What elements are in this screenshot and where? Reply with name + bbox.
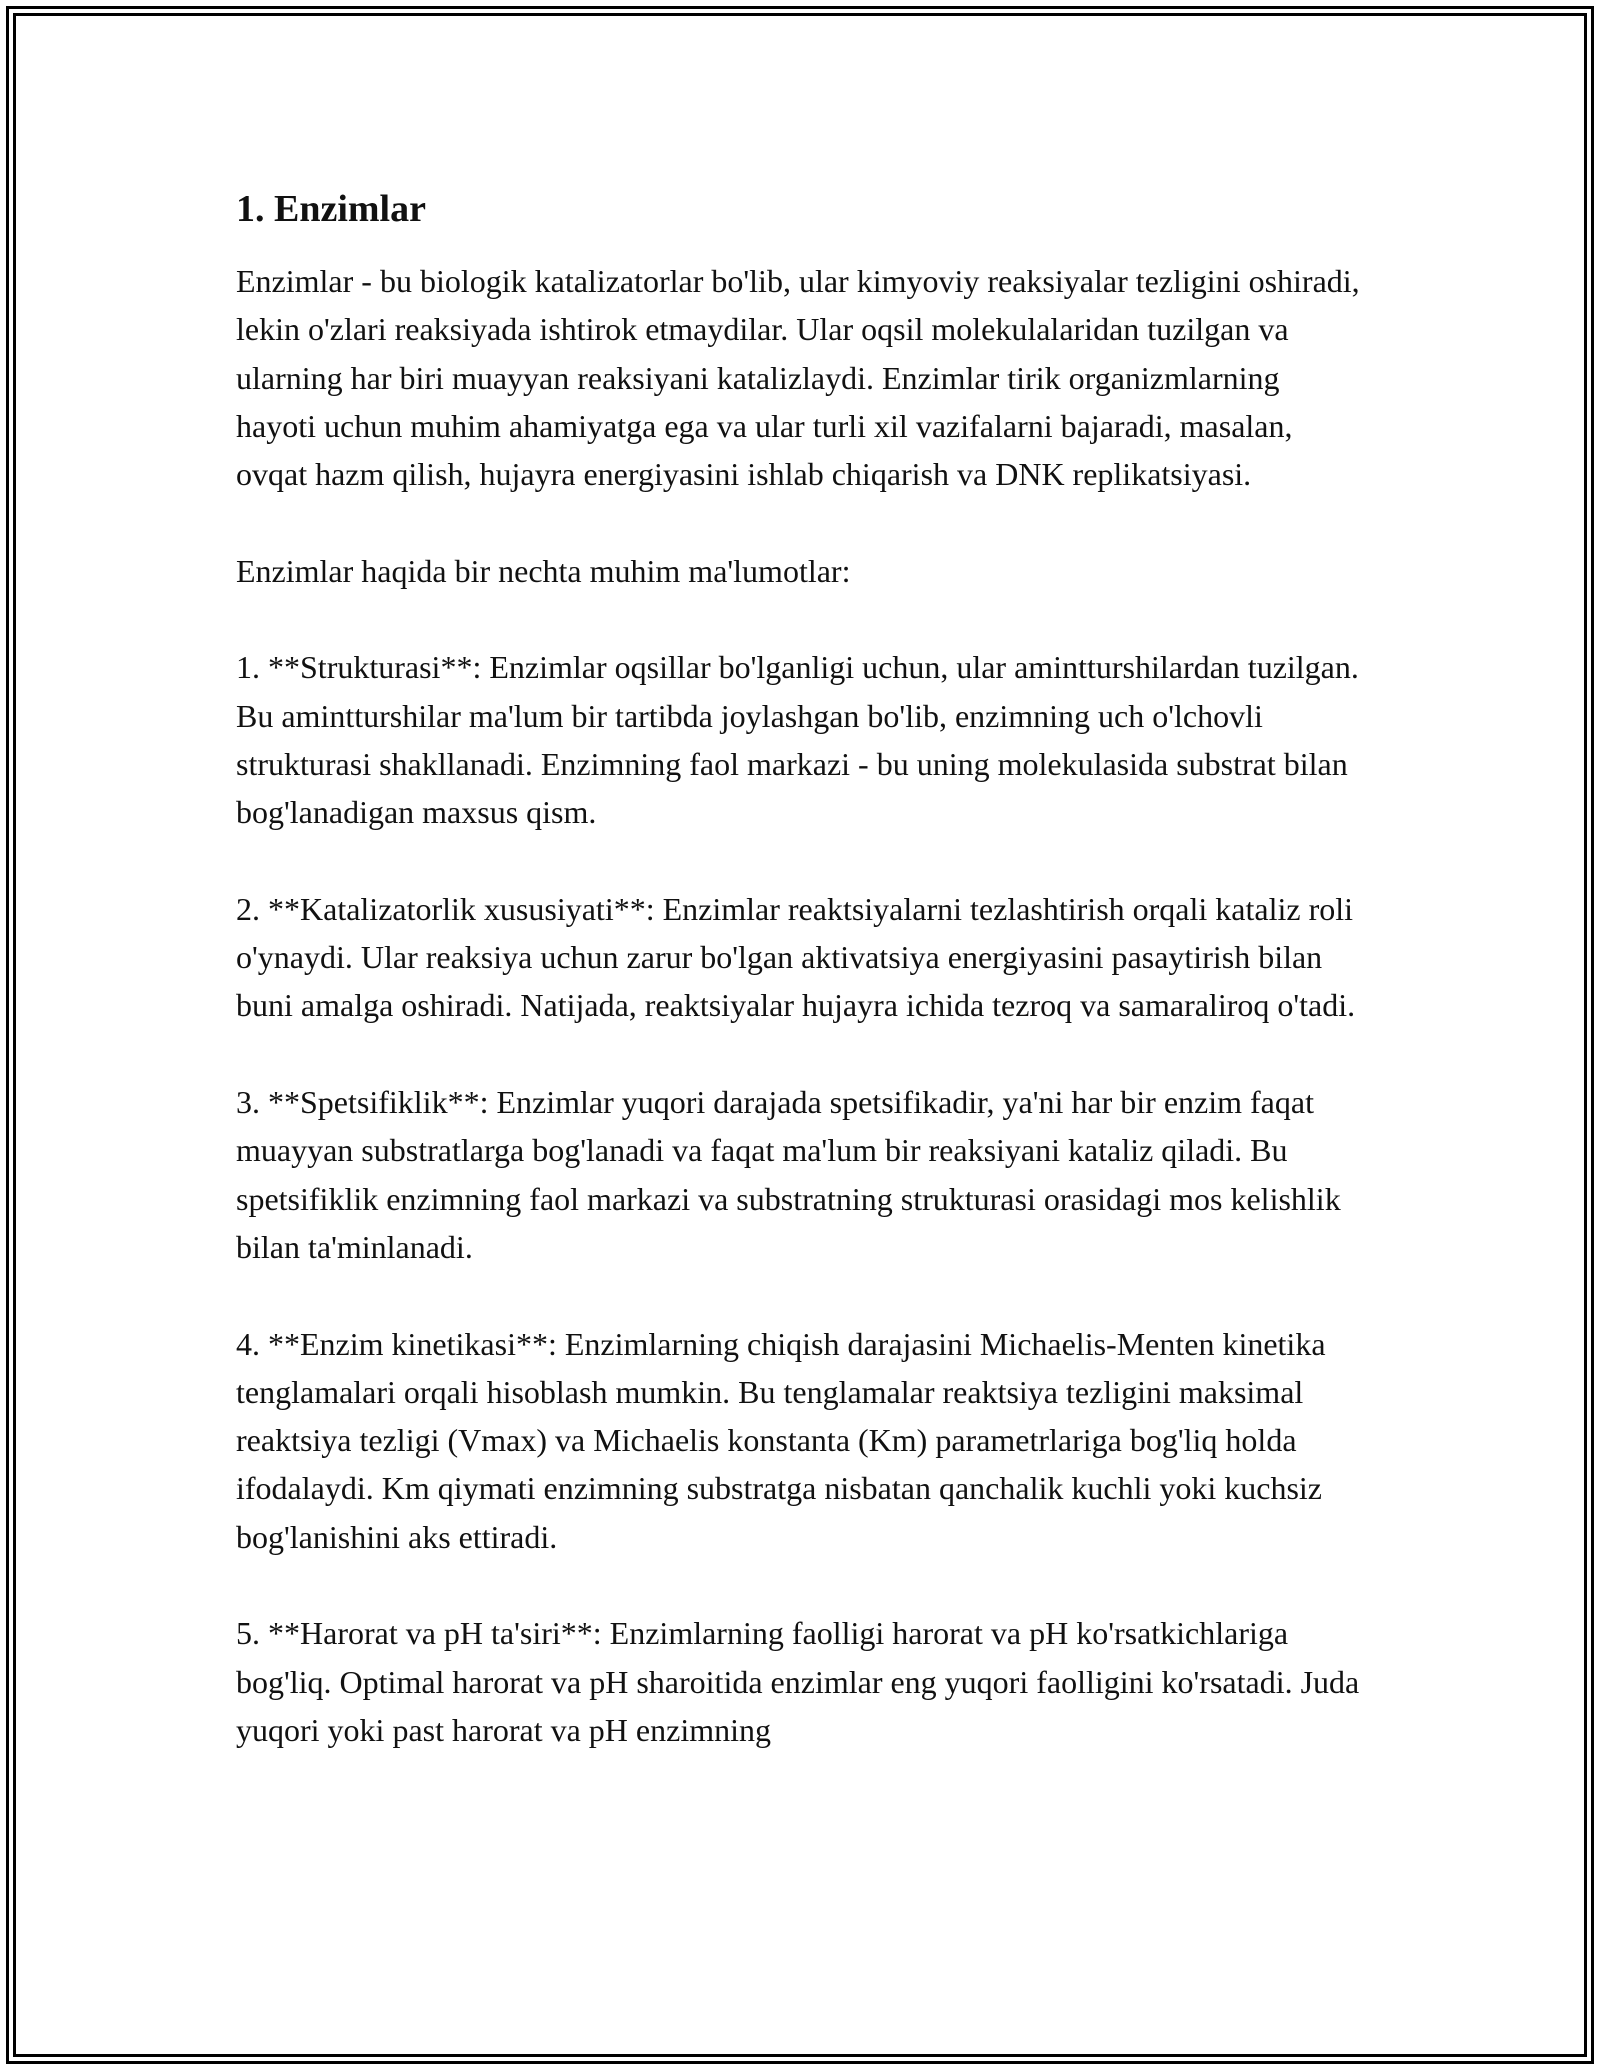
document-body (236, 185, 1366, 1803)
point-catalysis-paragraph: 2. **Katalizatorlik xususiyati**: Enzimlar reaktsiyalarni tezlashtirish orqali kataliz roli o'ynaydi. Ular reaksiya uchun zarur bo'lgan aktivatsiya energiyasini pasaytirish bilan buni amalga oshiradi. Natijada, reaktsiyalar hujayra ichida tezroq va samaraliroq o'tadi. (236, 890, 1356, 1024)
intro-paragraph: Enzimlar - bu biologik katalizatorlar bo'lib, ular kimyoviy reaksiyalar tezligini oshiradi, lekin o'zlari reaksiyada ishtirok etmaydilar. Ular oqsil molekulalaridan tuzilgan va ularning har biri muayyan reaksiyani katalizlaydi. Enzimlar tirik organizmlarning hayoti uchun muhim ahamiyatga ega va ular turli xil vazifalarni bajaradi, masalan, ovqat hazm qilish, hujayra energiyasini ishlab chiqarish va DNK replikatsiyasi. (236, 263, 1360, 493)
document-title: 1. Enzimlar (236, 188, 426, 230)
point-kinetics-paragraph: 4. **Enzim kinetikasi**: Enzimlarning chiqish darajasini Michaelis-Menten kinetika tenglamalari orqali hisoblash mumkin. Bu tenglamalar reaktsiya tezligini maksimal reaktsiya tezligi (Vmax) va Michaelis konstanta (Km) parametrlariga bog'liq holda ifodalaydi. Km qiymati enzimning substratga nisbatan qanchalik kuchli yoki kuchsiz bog'lanishini aks ettiradi. (236, 1325, 1326, 1555)
point-temperature-ph-paragraph: 5. **Harorat va pH ta'siri**: Enzimlarning faolligi harorat va pH ko'rsatkichlariga bog'liq. Optimal harorat va pH sharoitida enzimlar eng yuqori faolligini ko'rsatadi. Juda yuqori yoki past harorat va pH enzimning (236, 1615, 1360, 1748)
point-specificity-paragraph: 3. **Spetsifiklik**: Enzimlar yuqori darajada spetsifikadir, ya'ni har bir enzim faqat muayyan substratlarga bog'lanadi va faqat ma'lum bir reaksiyani kataliz qiladi. Bu spetsifiklik enzimning faol markazi va substratning strukturasi orasidagi mos kelishlik bilan ta'minlanadi. (236, 1084, 1341, 1265)
facts-lead-paragraph: Enzimlar haqida bir nechta muhim ma'lumotlar: (236, 552, 851, 589)
point-structure-paragraph: 1. **Strukturasi**: Enzimlar oqsillar bo'lganligi uchun, ular amintturshilardan tuzilgan. Bu amintturshilar ma'lum bir tartibda joylashgan bo'lib, enzimning uch o'lchovli strukturasi shakllanadi. Enzimning faol markazi - bu uning molekulasida substrat bilan bog'lanadigan maxsus qism. (236, 649, 1359, 831)
